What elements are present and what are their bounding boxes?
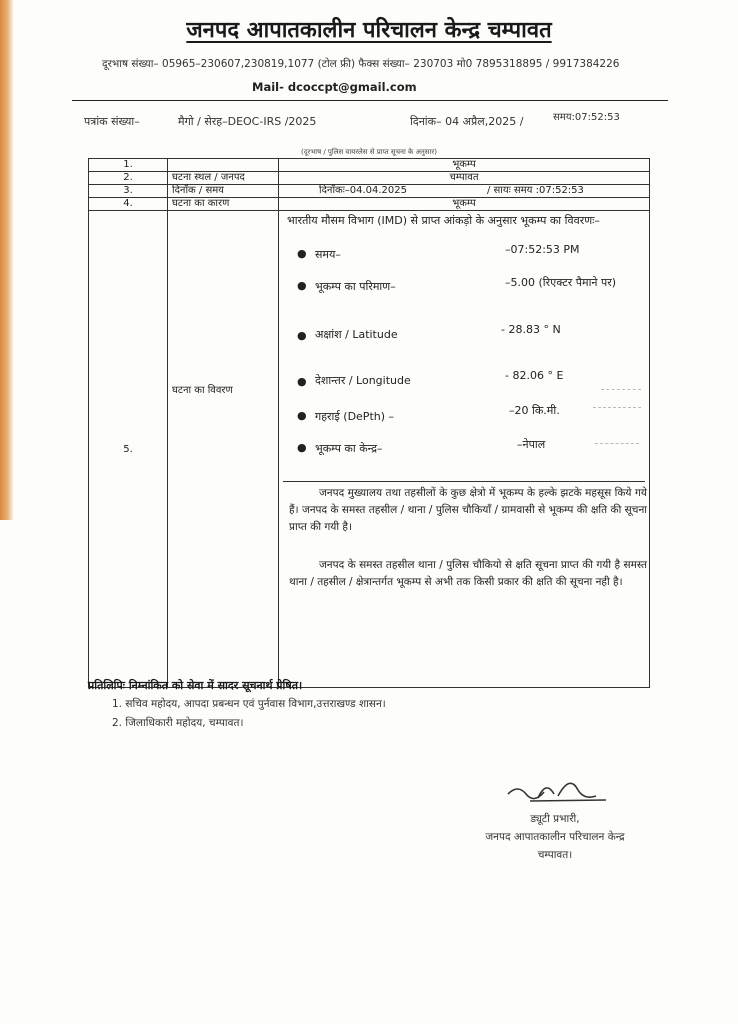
damage-paragraph: जनपद के समस्त तहसील थाना / पुलिस चौकियो से क्षति सूचना प्राप्त की गयी है समस्त थाना / तहसील / क्षेत्रान्तर्गत भूकम्प से अभी तक किसी प्रकार की क्षति की सूचना नही है। bbox=[289, 559, 647, 588]
document-title: जनपद आपातकालीन परिचालन केन्द्र चम्पावत bbox=[186, 18, 552, 43]
bullet-icon: ● bbox=[297, 409, 307, 422]
row-number: 5. bbox=[89, 211, 168, 688]
contact-line: दूरभाष संख्या– 05965–230607,230819,1077 (टोल फ्री) फैक्स संख्या– 230703 मो0 7895318895 / 9917384226 bbox=[102, 58, 620, 70]
detail-label-depth: गहराई (DePth) – bbox=[315, 410, 395, 423]
detail-value-epicentre: –नेपाल bbox=[517, 438, 546, 451]
detail-value-longitude: - 82.06 ° E bbox=[505, 369, 564, 382]
table-row bbox=[89, 211, 650, 688]
row-label: घटना का विवरण bbox=[168, 211, 279, 688]
row-value: भूकम्प bbox=[279, 159, 650, 172]
impact-paragraph: जनपद मुख्यालय तथा तहसीलों के कुछ क्षेत्रो में भूकम्प के हल्के झटके महसूस किये गये हैं। जनपद के समस्त तहसील / थाना / पुलिस चौकियॉं / ग्रामवासी से भूकम्प की क्षति की सूचना प्राप्त की गयी है। bbox=[289, 487, 647, 533]
copy-to-heading: प्रतिलिपिः निम्नांकित को सेवा में सादर सूचनार्थ प्रेषित। bbox=[88, 679, 303, 692]
table-row bbox=[89, 172, 650, 185]
bullet-icon: ● bbox=[297, 279, 307, 292]
detail-label-latitude: अक्षांश / Latitude bbox=[315, 328, 398, 341]
copy-item: 1. सचिव महोदय, आपदा प्रबन्धन एवं पुर्नवास विभाग,उत्तराखण्ड शासन। bbox=[112, 698, 386, 710]
detail-value-depth: –20 कि.मी. bbox=[509, 404, 560, 417]
signatory-place: चम्पावत। bbox=[537, 849, 573, 861]
row-number: 4. bbox=[89, 198, 168, 211]
header-divider bbox=[72, 100, 668, 101]
row-value bbox=[279, 185, 650, 198]
signatory-designation: ड्यूटी प्रभारी, bbox=[530, 813, 580, 825]
reference-time: समय:07:52:53 bbox=[553, 112, 620, 123]
row-value: भूकम्प bbox=[279, 198, 650, 211]
table-row bbox=[89, 198, 650, 211]
table-row bbox=[89, 185, 650, 198]
detail-label-longitude: देशान्तर / Longitude bbox=[315, 374, 411, 387]
imd-intro: भारतीय मौसम विभाग (IMD) से प्राप्त आंकड़ो के अनुसार भूकम्प का विवरणः– bbox=[287, 214, 600, 227]
incident-table bbox=[88, 158, 650, 688]
reference-date: दिनांक– 04 अप्रैल,2025 / bbox=[410, 115, 524, 128]
copy-item: 2. जिलाधिकारी महोदय, चम्पावत। bbox=[112, 717, 244, 729]
faint-mark bbox=[601, 389, 641, 390]
reference-label: पत्रांक संख्या– bbox=[84, 115, 140, 128]
row-number: 2. bbox=[89, 172, 168, 185]
detail-label-epicentre: भूकम्प का केन्द्र– bbox=[315, 442, 383, 455]
email-line: Mail- dcoccpt@gmail.com bbox=[252, 80, 417, 94]
source-note: (दूरभाष / पुलिस वायरलेस से प्राप्त सूचना के अनुसार) bbox=[301, 148, 437, 156]
row-label bbox=[168, 159, 279, 172]
bullet-icon: ● bbox=[297, 247, 307, 260]
detail-divider bbox=[283, 481, 645, 482]
faint-mark bbox=[593, 407, 641, 408]
signature-icon bbox=[500, 770, 610, 814]
scan-edge-shadow bbox=[0, 0, 14, 520]
table-row bbox=[89, 159, 650, 172]
detail-value-latitude: - 28.83 ° N bbox=[501, 323, 561, 336]
faint-mark bbox=[595, 443, 639, 444]
row-label: घटना का कारण bbox=[168, 198, 279, 211]
detail-label-magnitude: भूकम्प का परिमाण– bbox=[315, 280, 396, 293]
bullet-icon: ● bbox=[297, 329, 307, 342]
row-label: दिनॉक / समय bbox=[168, 185, 279, 198]
detail-value-magnitude: –5.00 (रिएक्टर पैमाने पर) bbox=[505, 276, 617, 289]
detail-value-time: –07:52:53 PM bbox=[505, 243, 580, 256]
detail-cell bbox=[279, 211, 650, 688]
bullet-icon: ● bbox=[297, 441, 307, 454]
detail-label-time: समय– bbox=[315, 248, 341, 261]
bullet-icon: ● bbox=[297, 375, 307, 388]
reference-number: मैगो / सेरह–DEOC-IRS /2025 bbox=[178, 115, 317, 128]
row-label: घटना स्थल / जनपद bbox=[168, 172, 279, 185]
row-value: चम्पावत bbox=[279, 172, 650, 185]
row-number: 3. bbox=[89, 185, 168, 198]
time-value: / सायः समय :07:52:53 bbox=[487, 185, 584, 196]
row-number: 1. bbox=[89, 159, 168, 172]
signatory-office: जनपद आपातकालीन परिचालन केन्द्र bbox=[485, 831, 625, 843]
date-value: दिनॉकः–04.04.2025 bbox=[319, 185, 407, 196]
